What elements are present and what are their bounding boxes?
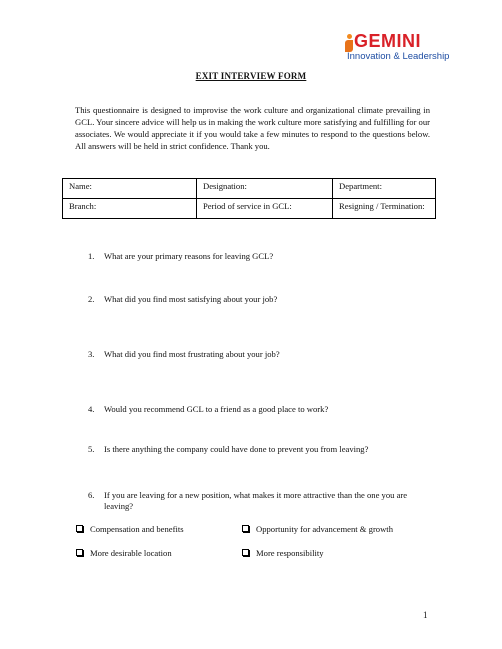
option-location[interactable] [76,548,172,559]
page-number: 1 [423,610,428,620]
checkbox-icon[interactable] [76,525,83,532]
designation-field[interactable]: Designation: [197,179,333,199]
service-period-field[interactable]: Period of service in GCL: [197,199,333,219]
form-title: EXIT INTERVIEW FORM [195,71,307,81]
question-text: If you are leaving for a new position, what makes it more attractive than the one you are leaving? [104,490,408,511]
name-field[interactable]: Name: [63,179,197,199]
resigning-termination-field[interactable]: Resigning / Termination: [333,199,436,219]
question-text: Would you recommend GCL to a friend as a good place to work? [104,404,329,414]
question-text: Is there anything the company could have done to prevent you from leaving? [104,444,369,454]
question-2: 2. What did you find most satisfying about your job? [88,294,438,305]
logo-tagline: Innovation & Leadership [347,51,450,62]
option-responsibility[interactable] [242,548,324,559]
table-row [63,199,436,219]
question-5: 5. Is there anything the company could have done to prevent you from leaving? [88,444,438,455]
question-3: 3. What did you find most frustrating about your job? [88,349,438,360]
option-label: Opportunity for advancement & growth [256,524,393,534]
table-row [63,179,436,199]
logo-wordmark: GEMINI [354,31,422,51]
department-field[interactable]: Department: [333,179,436,199]
option-label: Compensation and benefits [90,524,184,534]
question-6: 6. If you are leaving for a new position, what makes it more attractive than the one you are leaving? [88,490,438,512]
question-4: 4. Would you recommend GCL to a friend as a good place to work? [88,404,438,415]
option-advancement[interactable] [242,524,393,535]
option-label: More desirable location [90,548,172,558]
intro-paragraph: This questionnaire is designed to improvise the work culture and organizational climate prevailing in GCL. Your sincere advice will help us in making the work culture more satisfying and fulfilling for our associates. We would appreciate it if you would take a few minutes to respond to the questions below. All answers will be held in strict confidence. Thank you. [75,105,430,152]
question-text: What did you find most frustrating about your job? [104,349,280,359]
employee-info-table [62,178,436,219]
checkbox-icon[interactable] [242,549,249,556]
checkbox-icon[interactable] [242,525,249,532]
question-1: 1. What are your primary reasons for leaving GCL? [88,251,438,262]
company-logo [344,33,456,61]
gemini-logo-icon [344,34,354,52]
option-label: More responsibility [256,548,324,558]
question-text: What did you find most satisfying about your job? [104,294,278,304]
option-compensation[interactable] [76,524,184,535]
branch-field[interactable]: Branch: [63,199,197,219]
checkbox-icon[interactable] [76,549,83,556]
question-text: What are your primary reasons for leaving GCL? [104,251,274,261]
